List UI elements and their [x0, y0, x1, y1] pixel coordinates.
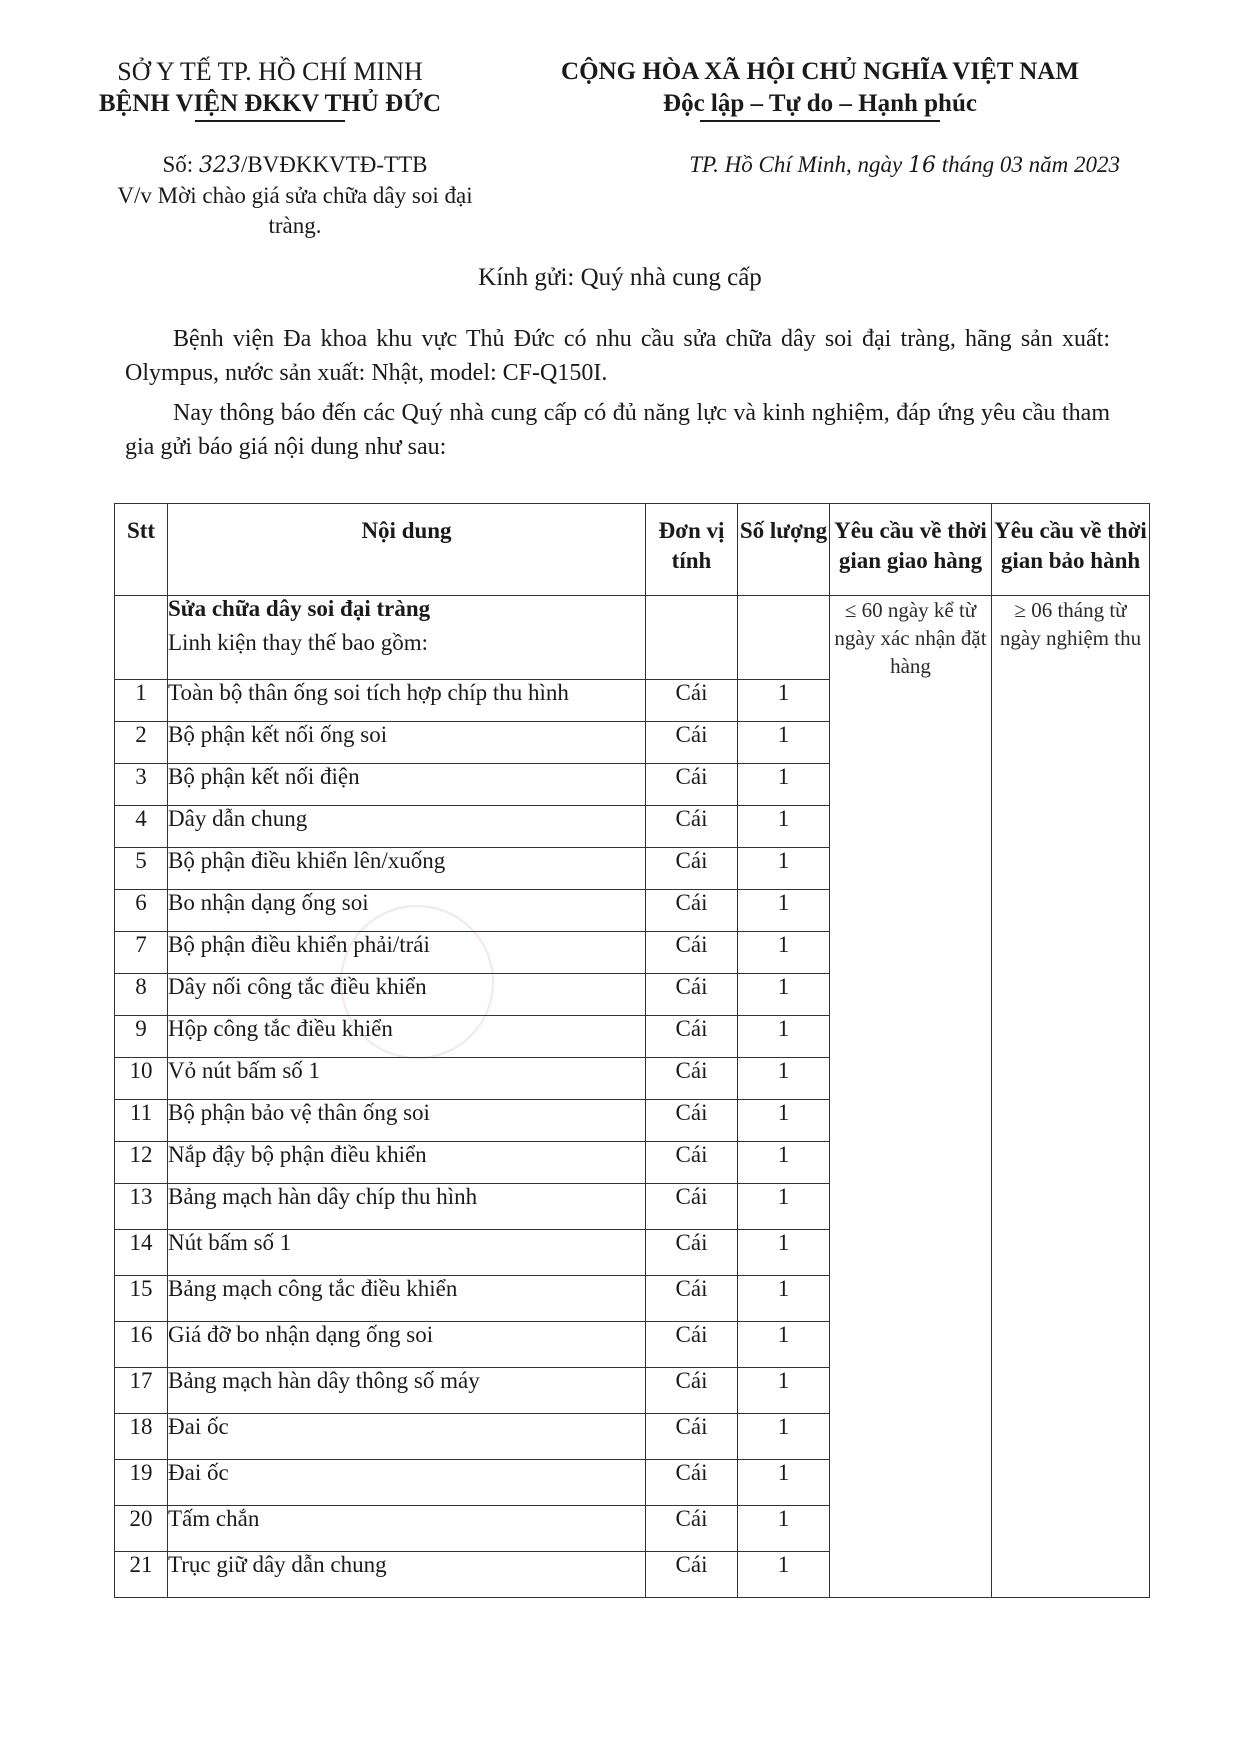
row-qty: 1 — [738, 1016, 830, 1058]
handwritten-number: 323 — [198, 153, 241, 178]
row-qty: 1 — [738, 1460, 830, 1506]
row-content: Toàn bộ thân ống soi tích hợp chíp thu hình — [168, 680, 646, 722]
handwritten-day: 16 — [908, 153, 936, 178]
header-qty: Số lượng — [738, 504, 830, 596]
row-qty: 1 — [738, 1142, 830, 1184]
paragraph-intro: Bệnh viện Đa khoa khu vực Thủ Đức có nhu cầu sửa chữa dây soi đại tràng, hãng sản xuất: Olympus, nước sản xuất: Nhật, model: CF-Q150I. — [125, 326, 1110, 386]
header-unit: Đơn vị tính — [646, 504, 738, 596]
reference-block — [110, 150, 480, 241]
row-content: Đai ốc — [168, 1460, 646, 1506]
document-number: Số: 323/BVĐKKVTĐ-TTB — [162, 152, 428, 178]
row-qty: 1 — [738, 1552, 830, 1598]
document-date: TP. Hồ Chí Minh, ngày 16 tháng 03 năm 2023 — [689, 152, 1120, 178]
row-qty: 1 — [738, 1414, 830, 1460]
row-content: Bộ phận điều khiển phải/trái — [168, 932, 646, 974]
row-stt: 11 — [115, 1100, 168, 1142]
row-stt: 7 — [115, 932, 168, 974]
header-delivery: Yêu cầu về thời gian giao hàng — [830, 504, 992, 596]
row-stt: 16 — [115, 1322, 168, 1368]
row-content: Trục giữ dây dẫn chung — [168, 1552, 646, 1598]
divider — [195, 120, 345, 122]
row-qty: 1 — [738, 680, 830, 722]
warranty-requirement: ≥ 06 tháng từ ngày nghiệm thu — [992, 596, 1150, 1598]
section-content — [168, 596, 646, 680]
row-content: Tấm chắn — [168, 1506, 646, 1552]
row-unit: Cái — [646, 806, 738, 848]
row-qty: 1 — [738, 1100, 830, 1142]
motto: Độc lập – Tự do – Hạnh phúc — [663, 90, 977, 117]
row-qty: 1 — [738, 1322, 830, 1368]
paragraph-notice: Nay thông báo đến các Quý nhà cung cấp có đủ năng lực và kinh nghiệm, đáp ứng yêu cầu tham gia gửi báo giá nội dung như sau: — [125, 400, 1110, 460]
row-unit: Cái — [646, 1552, 738, 1598]
row-qty: 1 — [738, 1184, 830, 1230]
row-stt: 5 — [115, 848, 168, 890]
row-content: Hộp công tắc điều khiển — [168, 1016, 646, 1058]
row-qty: 1 — [738, 1276, 830, 1322]
row-stt: 3 — [115, 764, 168, 806]
issuer-block — [80, 56, 460, 122]
row-stt: 18 — [115, 1414, 168, 1460]
row-unit: Cái — [646, 1322, 738, 1368]
section-qty — [738, 596, 830, 680]
org-parent: SỞ Y TẾ TP. HỒ CHÍ MINH — [117, 57, 423, 86]
table-header-row — [115, 504, 1150, 596]
national-header — [500, 56, 1140, 122]
row-unit: Cái — [646, 680, 738, 722]
row-qty: 1 — [738, 1506, 830, 1552]
row-stt: 14 — [115, 1230, 168, 1276]
row-content: Bộ phận kết nối điện — [168, 764, 646, 806]
row-unit: Cái — [646, 974, 738, 1016]
country-name: CỘNG HÒA XÃ HỘI CHỦ NGHĨA VIỆT NAM — [561, 58, 1079, 85]
row-stt: 10 — [115, 1058, 168, 1100]
row-stt: 20 — [115, 1506, 168, 1552]
row-unit: Cái — [646, 764, 738, 806]
row-unit: Cái — [646, 1460, 738, 1506]
row-unit: Cái — [646, 1058, 738, 1100]
row-qty: 1 — [738, 806, 830, 848]
row-content: Dây nối công tắc điều khiển — [168, 974, 646, 1016]
section-subtitle: Linh kiện thay thế bao gồm: — [168, 630, 428, 655]
row-unit: Cái — [646, 1100, 738, 1142]
row-unit: Cái — [646, 1230, 738, 1276]
row-content: Bộ phận kết nối ống soi — [168, 722, 646, 764]
row-content: Đai ốc — [168, 1414, 646, 1460]
row-qty: 1 — [738, 764, 830, 806]
row-qty: 1 — [738, 974, 830, 1016]
row-unit: Cái — [646, 890, 738, 932]
row-unit: Cái — [646, 1414, 738, 1460]
salutation: Kính gửi: Quý nhà cung cấp — [478, 264, 762, 291]
row-content: Vỏ nút bấm số 1 — [168, 1058, 646, 1100]
row-content: Nút bấm số 1 — [168, 1230, 646, 1276]
parts-table — [114, 503, 1150, 1598]
row-stt: 9 — [115, 1016, 168, 1058]
row-stt: 17 — [115, 1368, 168, 1414]
row-unit: Cái — [646, 1184, 738, 1230]
document-subject: V/v Mời chào giá sửa chữa dây soi đại tràng. — [117, 183, 473, 238]
row-content: Bo nhận dạng ống soi — [168, 890, 646, 932]
row-qty: 1 — [738, 890, 830, 932]
section-unit — [646, 596, 738, 680]
section-title: Sửa chữa dây soi đại tràng — [168, 596, 431, 621]
section-stt — [115, 596, 168, 680]
delivery-requirement: ≤ 60 ngày kể từ ngày xác nhận đặt hàng — [830, 596, 992, 1598]
row-unit: Cái — [646, 848, 738, 890]
row-content: Bảng mạch hàn dây chíp thu hình — [168, 1184, 646, 1230]
row-qty: 1 — [738, 722, 830, 764]
row-content: Bảng mạch công tắc điều khiển — [168, 1276, 646, 1322]
row-unit: Cái — [646, 1368, 738, 1414]
row-unit: Cái — [646, 1142, 738, 1184]
row-qty: 1 — [738, 1230, 830, 1276]
row-unit: Cái — [646, 1016, 738, 1058]
row-content: Nắp đậy bộ phận điều khiển — [168, 1142, 646, 1184]
row-qty: 1 — [738, 848, 830, 890]
divider — [700, 120, 940, 122]
row-content: Dây dẫn chung — [168, 806, 646, 848]
row-content: Giá đỡ bo nhận dạng ống soi — [168, 1322, 646, 1368]
row-stt: 13 — [115, 1184, 168, 1230]
header-stt: Stt — [115, 504, 168, 596]
row-unit: Cái — [646, 1506, 738, 1552]
row-stt: 4 — [115, 806, 168, 848]
row-stt: 15 — [115, 1276, 168, 1322]
section-row — [115, 596, 1150, 680]
row-stt: 21 — [115, 1552, 168, 1598]
row-unit: Cái — [646, 722, 738, 764]
row-content: Bộ phận bảo vệ thân ống soi — [168, 1100, 646, 1142]
row-stt: 2 — [115, 722, 168, 764]
row-content: Bảng mạch hàn dây thông số máy — [168, 1368, 646, 1414]
row-qty: 1 — [738, 1058, 830, 1100]
row-stt: 12 — [115, 1142, 168, 1184]
org-name: BỆNH VIỆN ĐKKV THỦ ĐỨC — [98, 90, 442, 117]
header-warranty: Yêu cầu về thời gian bảo hành — [992, 504, 1150, 596]
row-stt: 8 — [115, 974, 168, 1016]
row-unit: Cái — [646, 932, 738, 974]
row-qty: 1 — [738, 932, 830, 974]
row-qty: 1 — [738, 1368, 830, 1414]
row-stt: 6 — [115, 890, 168, 932]
row-content: Bộ phận điều khiển lên/xuống — [168, 848, 646, 890]
row-unit: Cái — [646, 1276, 738, 1322]
row-stt: 19 — [115, 1460, 168, 1506]
header-content: Nội dung — [168, 504, 646, 596]
row-stt: 1 — [115, 680, 168, 722]
